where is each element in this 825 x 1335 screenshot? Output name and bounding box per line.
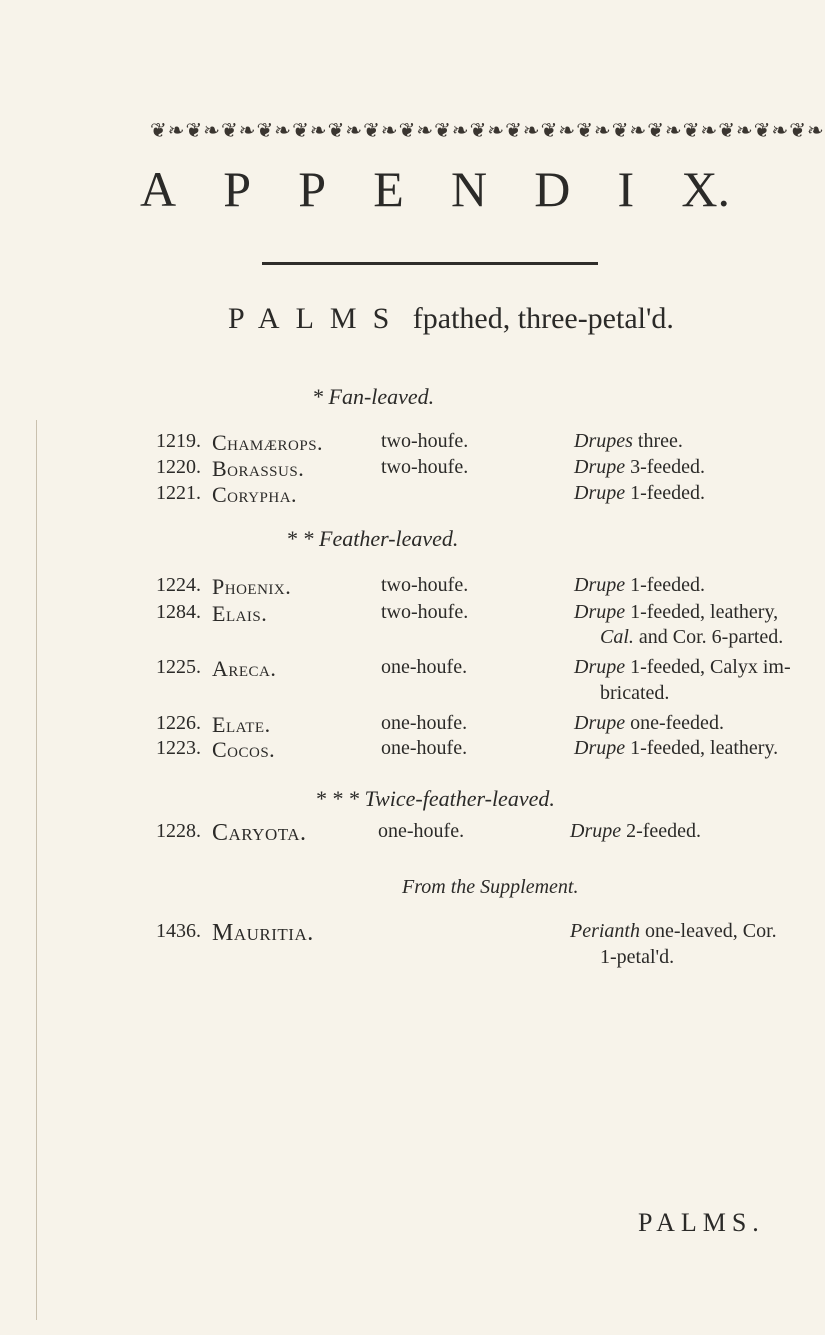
character-rest: 1-feeded, leathery.	[625, 737, 779, 759]
houfe-type: two-houfe.	[381, 574, 469, 596]
table-row	[0, 712, 800, 738]
houfe-type: one-houfe.	[381, 712, 468, 734]
genus-name: Areca.	[212, 656, 277, 681]
page-margin-line	[36, 420, 37, 1320]
title-rule	[262, 262, 598, 265]
character-italic: Drupe	[574, 482, 626, 504]
appendix-letter: P	[298, 161, 327, 217]
table-row	[0, 456, 800, 482]
table-row	[0, 920, 800, 946]
character-italic: Drupe	[570, 820, 622, 842]
character-italic: Cal.	[600, 626, 634, 648]
character-continuation: 1-petal'd.	[600, 946, 675, 968]
subsection-feather-leaved: * * Feather-leaved.	[286, 526, 459, 551]
character-continuation	[600, 626, 783, 649]
appendix-letter: N	[450, 161, 488, 217]
ornament-band: ❦❧❦❧❦❧❦❧❦❧❦❧❦❧❦❧❦❧❦❧❦❧❦❧❦❧❦❧❦❧❦❧❦❧❦❧❦❧	[150, 120, 825, 142]
table-row	[0, 820, 800, 846]
character-text	[574, 430, 804, 453]
character-rest: 2-feeded.	[621, 820, 702, 842]
character-continuation: bricated.	[600, 682, 670, 704]
appendix-letter: I	[617, 161, 635, 217]
appendix-title	[140, 160, 730, 218]
genus-name: Phoenix.	[212, 574, 292, 599]
houfe-type: one-houfe.	[381, 737, 468, 759]
genus-name: Elais.	[212, 601, 268, 626]
character-italic: Drupe	[574, 456, 626, 478]
subsection-fan-leaved: * Fan-leaved.	[312, 384, 435, 409]
entry-number: 1224.	[156, 574, 201, 596]
character-italic: Drupe	[574, 656, 626, 678]
genus-name: Caryota.	[212, 820, 307, 846]
character-text	[570, 920, 800, 943]
table-row	[0, 656, 800, 682]
entry-number: 1436.	[156, 920, 201, 942]
character-rest: three.	[632, 430, 683, 452]
table-row	[0, 737, 800, 763]
table-row-continuation	[0, 946, 800, 972]
genus-name: Elate.	[212, 712, 271, 737]
character-italic: Drupe	[574, 737, 626, 759]
entry-number: 1225.	[156, 656, 201, 678]
genus-name: Cocos.	[212, 737, 276, 762]
character-rest: 1-feeded, leathery,	[625, 601, 779, 623]
heading-caps: PALMS	[228, 302, 406, 335]
entry-number: 1226.	[156, 712, 201, 734]
appendix-letter: X.	[681, 161, 730, 217]
table-row	[0, 482, 800, 508]
character-text	[574, 482, 804, 505]
heading-rest: fpathed, three-petal'd.	[412, 302, 674, 335]
houfe-type: one-houfe.	[381, 656, 468, 678]
appendix-letter: A	[140, 161, 177, 217]
subsection-twice-feather-leaved: * * * Twice-feather-leaved.	[315, 786, 555, 811]
catchword: PALMS.	[638, 1208, 765, 1237]
character-rest: 3-feeded.	[625, 456, 706, 478]
entry-number: 1223.	[156, 737, 201, 759]
table-row	[0, 601, 800, 627]
character-text	[574, 456, 804, 479]
entry-number: 1284.	[156, 601, 201, 623]
houfe-type: two-houfe.	[381, 601, 469, 623]
entry-number: 1219.	[156, 430, 201, 452]
table-row	[0, 574, 800, 600]
houfe-type: two-houfe.	[381, 456, 469, 478]
character-italic: Drupes	[574, 430, 633, 452]
section-heading	[228, 302, 728, 336]
entry-number: 1221.	[156, 482, 201, 504]
genus-name: Corypha.	[212, 482, 298, 507]
appendix-letter: P	[223, 161, 252, 217]
character-rest: one-feeded.	[625, 712, 724, 734]
genus-name: Borassus.	[212, 456, 305, 481]
character-rest: and Cor. 6-parted.	[633, 626, 784, 648]
character-text	[574, 574, 804, 597]
genus-name: Chamærops.	[212, 430, 324, 455]
table-row-continuation	[0, 626, 800, 652]
appendix-letter: D	[534, 161, 571, 217]
character-text	[570, 820, 800, 843]
character-text	[574, 737, 804, 760]
character-rest: 1-feeded.	[625, 574, 706, 596]
entry-number: 1228.	[156, 820, 201, 842]
houfe-type: one-houfe.	[378, 820, 465, 842]
table-row-continuation	[0, 682, 800, 708]
character-text	[574, 601, 804, 624]
character-text	[574, 656, 804, 679]
genus-name: Mauritia.	[212, 920, 314, 946]
entry-number: 1220.	[156, 456, 201, 478]
character-rest: 1-feeded.	[625, 482, 706, 504]
character-italic: Drupe	[574, 712, 626, 734]
character-italic: Drupe	[574, 574, 626, 596]
character-rest: one-leaved, Cor.	[640, 920, 777, 942]
character-rest: 1-feeded, Calyx im-	[625, 656, 791, 678]
character-italic: Perianth	[570, 920, 640, 942]
appendix-letter: E	[373, 161, 404, 217]
table-row	[0, 430, 800, 456]
character-italic: Drupe	[574, 601, 626, 623]
supplement-heading: From the Supplement.	[402, 876, 579, 898]
houfe-type: two-houfe.	[381, 430, 469, 452]
character-text	[574, 712, 804, 735]
